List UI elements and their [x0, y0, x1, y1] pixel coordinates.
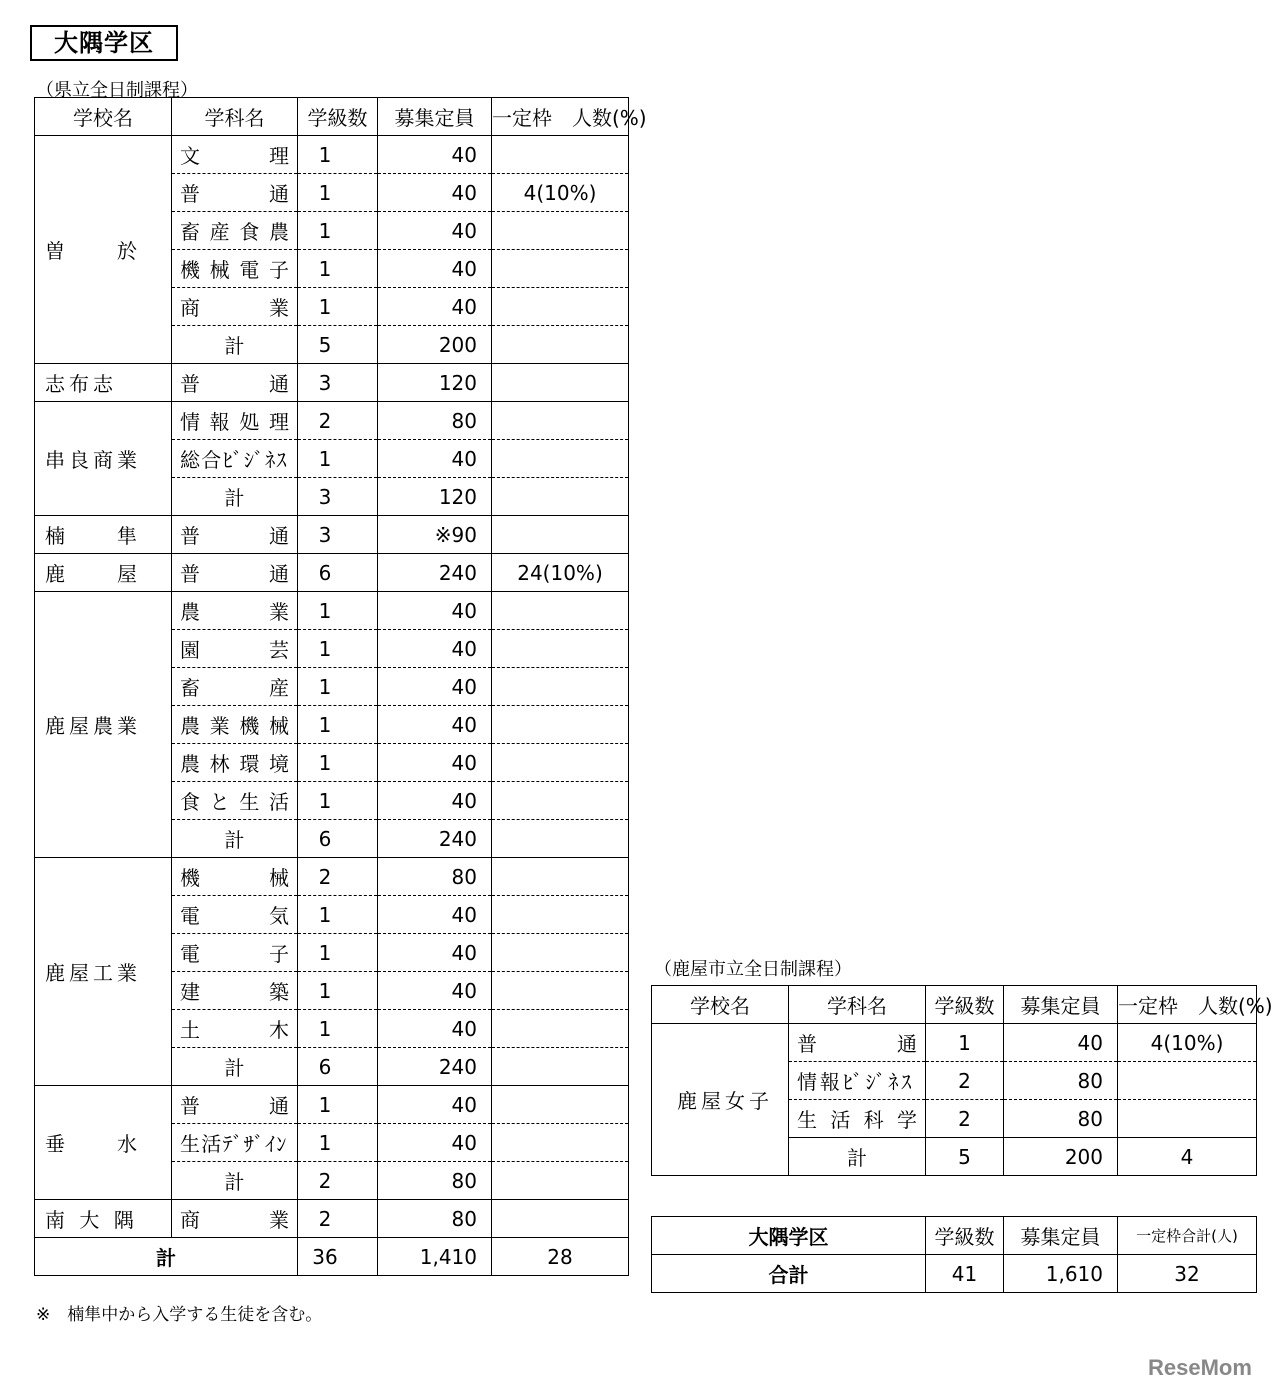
school-name: 鹿屋女子 — [652, 1024, 789, 1176]
class-count: 1 — [926, 1024, 1004, 1062]
table-row — [35, 858, 629, 896]
dept-name: 普 通 — [172, 554, 298, 592]
muni-header-dept: 学科名 — [789, 986, 926, 1024]
class-count: 1 — [298, 706, 378, 744]
dept-name: 普 通 — [172, 1086, 298, 1124]
dept-name: 機械電子 — [172, 250, 298, 288]
table-row — [35, 364, 629, 402]
dept-name: 畜 産 — [172, 668, 298, 706]
total-classes: 36 — [298, 1238, 378, 1276]
quota: 4(10%) — [1118, 1024, 1257, 1062]
table-row — [35, 1086, 629, 1124]
prefectural-table — [34, 97, 647, 1276]
class-count: 1 — [298, 1086, 378, 1124]
dept-name: 計 — [172, 326, 298, 364]
dept-name: 生活科学 — [789, 1100, 926, 1138]
summary-header-classes: 学級数 — [926, 1217, 1004, 1255]
prefectural-caption: （県立全日制課程） — [36, 80, 198, 101]
capacity: ※90 — [378, 516, 492, 554]
table-row — [652, 1024, 1257, 1062]
capacity: 80 — [1004, 1062, 1118, 1100]
dept-name: 文 理 — [172, 136, 298, 174]
quota — [492, 364, 629, 402]
muni-header-capacity: 募集定員 — [1004, 986, 1118, 1024]
quota — [492, 858, 629, 896]
muni-header-school: 学校名 — [652, 986, 789, 1024]
capacity: 240 — [378, 1048, 492, 1086]
total-row — [35, 1238, 629, 1276]
table-row — [35, 516, 629, 554]
capacity: 40 — [378, 1124, 492, 1162]
class-count: 2 — [926, 1100, 1004, 1138]
dept-name: 計 — [172, 478, 298, 516]
dept-name: 計 — [789, 1138, 926, 1176]
dept-name: 農林環境 — [172, 744, 298, 782]
class-count: 6 — [298, 820, 378, 858]
quota — [492, 1124, 629, 1162]
dept-name: 建 築 — [172, 972, 298, 1010]
quota — [492, 1086, 629, 1124]
dept-name: 普 通 — [172, 174, 298, 212]
dept-name: 生活ﾃﾞｻﾞｲﾝ — [172, 1124, 298, 1162]
class-count: 5 — [926, 1138, 1004, 1176]
dept-name: 普 通 — [172, 364, 298, 402]
capacity: 40 — [1004, 1024, 1118, 1062]
class-count: 1 — [298, 592, 378, 630]
table-row — [35, 592, 629, 630]
muni-header-classes: 学級数 — [926, 986, 1004, 1024]
summary-table — [651, 1216, 1257, 1293]
quota: 24(10%) — [492, 554, 629, 592]
class-count: 1 — [298, 288, 378, 326]
dept-name: 畜産食農 — [172, 212, 298, 250]
class-count: 1 — [298, 250, 378, 288]
class-count: 1 — [298, 1010, 378, 1048]
capacity: 240 — [378, 554, 492, 592]
dept-name: 情報処理 — [172, 402, 298, 440]
total-capacity: 1,410 — [378, 1238, 492, 1276]
quota — [492, 1048, 629, 1086]
capacity: 40 — [378, 782, 492, 820]
class-count: 2 — [298, 1200, 378, 1238]
district-title: 大隅学区 — [30, 25, 178, 61]
capacity: 40 — [378, 174, 492, 212]
quota — [492, 288, 629, 326]
dept-name: 電 気 — [172, 896, 298, 934]
school-name: 楠 隼 — [35, 516, 172, 554]
muni-header-quota: 一定枠 人数(%) — [1118, 986, 1257, 1024]
summary-header-quota: 一定枠合計(人) — [1118, 1217, 1257, 1255]
class-count: 1 — [298, 972, 378, 1010]
dept-name: 食と生活 — [172, 782, 298, 820]
class-count: 3 — [298, 478, 378, 516]
quota — [492, 250, 629, 288]
municipal-caption: （鹿屋市立全日制課程） — [654, 959, 852, 980]
school-name: 鹿 屋 — [35, 554, 172, 592]
capacity: 240 — [378, 820, 492, 858]
school-name: 曽 於 — [35, 136, 172, 364]
footnote: ※ 楠隼中から入学する生徒を含む。 — [36, 1305, 323, 1325]
class-count: 5 — [298, 326, 378, 364]
capacity: 40 — [378, 1010, 492, 1048]
capacity: 80 — [378, 402, 492, 440]
resemom-logo: ReseMom — [1148, 1355, 1252, 1380]
class-count: 1 — [298, 934, 378, 972]
quota — [492, 744, 629, 782]
quota — [492, 934, 629, 972]
class-count: 1 — [298, 668, 378, 706]
class-count: 1 — [298, 630, 378, 668]
quota — [492, 478, 629, 516]
capacity: 40 — [378, 744, 492, 782]
capacity: 80 — [1004, 1100, 1118, 1138]
quota — [492, 1200, 629, 1238]
class-count: 2 — [298, 1162, 378, 1200]
quota — [1118, 1062, 1257, 1100]
quota — [492, 402, 629, 440]
class-count: 1 — [298, 136, 378, 174]
dept-name: 計 — [172, 1162, 298, 1200]
capacity: 40 — [378, 630, 492, 668]
capacity: 40 — [378, 440, 492, 478]
quota — [1118, 1100, 1257, 1138]
quota — [492, 706, 629, 744]
quota — [492, 972, 629, 1010]
total-quota: 28 — [492, 1238, 629, 1276]
capacity: 40 — [378, 706, 492, 744]
dept-name: 情報ﾋﾞｼﾞﾈｽ — [789, 1062, 926, 1100]
table-row — [35, 402, 629, 440]
class-count: 1 — [298, 440, 378, 478]
quota — [492, 1010, 629, 1048]
table-row — [35, 1200, 629, 1238]
school-name: 垂 水 — [35, 1086, 172, 1200]
dept-name: 計 — [172, 820, 298, 858]
capacity: 40 — [378, 1086, 492, 1124]
capacity: 80 — [378, 858, 492, 896]
capacity: 40 — [378, 934, 492, 972]
school-name: 串良商業 — [35, 402, 172, 516]
class-count: 1 — [298, 1124, 378, 1162]
class-count: 2 — [926, 1062, 1004, 1100]
quota — [492, 592, 629, 630]
dept-name: 電 子 — [172, 934, 298, 972]
capacity: 80 — [378, 1162, 492, 1200]
quota: 4 — [1118, 1138, 1257, 1176]
summary-total-quota: 32 — [1118, 1255, 1257, 1293]
header-quota: 一定枠 人数(%) — [492, 98, 629, 136]
dept-name: 計 — [172, 1048, 298, 1086]
dept-name: 総合ﾋﾞｼﾞﾈｽ — [172, 440, 298, 478]
dept-name: 商 業 — [172, 288, 298, 326]
class-count: 2 — [298, 858, 378, 896]
capacity: 40 — [378, 212, 492, 250]
dept-name: 商 業 — [172, 1200, 298, 1238]
class-count: 1 — [298, 744, 378, 782]
capacity: 40 — [378, 288, 492, 326]
class-count: 6 — [298, 1048, 378, 1086]
class-count: 3 — [298, 364, 378, 402]
quota — [492, 516, 629, 554]
dept-name: 園 芸 — [172, 630, 298, 668]
table-row — [35, 136, 629, 174]
capacity: 120 — [378, 478, 492, 516]
dept-name: 農業機械 — [172, 706, 298, 744]
dept-name: 機 械 — [172, 858, 298, 896]
class-count: 3 — [298, 516, 378, 554]
class-count: 6 — [298, 554, 378, 592]
summary-header-district: 大隅学区 — [652, 1217, 926, 1255]
capacity: 40 — [378, 592, 492, 630]
school-name: 志布志 — [35, 364, 172, 402]
quota — [492, 326, 629, 364]
dept-name: 普 通 — [789, 1024, 926, 1062]
class-count: 1 — [298, 782, 378, 820]
quota — [492, 440, 629, 478]
total-label: 計 — [35, 1238, 298, 1276]
class-count: 2 — [298, 402, 378, 440]
capacity: 200 — [1004, 1138, 1118, 1176]
quota: 4(10%) — [492, 174, 629, 212]
capacity: 40 — [378, 668, 492, 706]
class-count: 1 — [298, 896, 378, 934]
summary-total-capacity: 1,610 — [1004, 1255, 1118, 1293]
dept-name: 農 業 — [172, 592, 298, 630]
quota — [492, 136, 629, 174]
dept-name: 土 木 — [172, 1010, 298, 1048]
header-capacity: 募集定員 — [378, 98, 492, 136]
summary-total-label: 合計 — [652, 1255, 926, 1293]
header-school: 学校名 — [35, 98, 172, 136]
quota — [492, 820, 629, 858]
municipal-table — [651, 985, 1273, 1176]
capacity: 200 — [378, 326, 492, 364]
capacity: 40 — [378, 136, 492, 174]
quota — [492, 1162, 629, 1200]
school-name: 南 大 隅 — [35, 1200, 172, 1238]
school-name: 鹿屋工業 — [35, 858, 172, 1086]
class-count: 1 — [298, 212, 378, 250]
summary-total-classes: 41 — [926, 1255, 1004, 1293]
capacity: 40 — [378, 972, 492, 1010]
table-row — [35, 554, 629, 592]
dept-name: 普 通 — [172, 516, 298, 554]
quota — [492, 668, 629, 706]
capacity: 40 — [378, 250, 492, 288]
quota — [492, 782, 629, 820]
summary-header-capacity: 募集定員 — [1004, 1217, 1118, 1255]
quota — [492, 630, 629, 668]
header-classes: 学級数 — [298, 98, 378, 136]
capacity: 40 — [378, 896, 492, 934]
capacity: 80 — [378, 1200, 492, 1238]
quota — [492, 212, 629, 250]
school-name: 鹿屋農業 — [35, 592, 172, 858]
class-count: 1 — [298, 174, 378, 212]
capacity: 120 — [378, 364, 492, 402]
header-dept: 学科名 — [172, 98, 298, 136]
quota — [492, 896, 629, 934]
